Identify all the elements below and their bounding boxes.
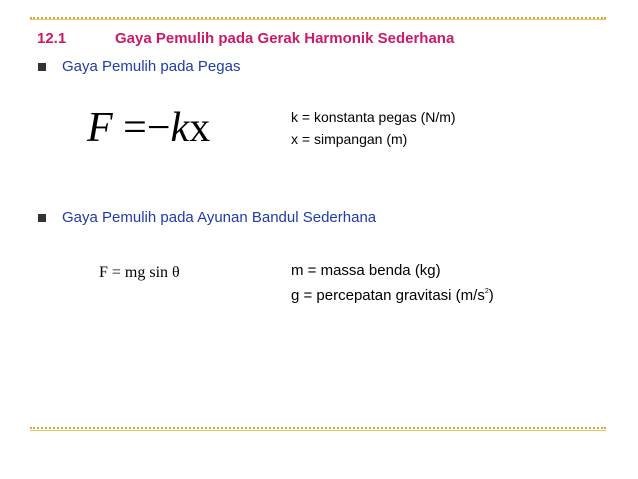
bullet-spring bbox=[38, 58, 240, 75]
formula-equals: = bbox=[123, 105, 147, 151]
formula-k: k bbox=[170, 105, 190, 151]
pendulum-force-formula: F = mg sin θ bbox=[99, 264, 180, 281]
section-title bbox=[37, 30, 454, 47]
def-g-close: ) bbox=[488, 287, 494, 304]
bullet-pendulum-text: Gaya Pemulih pada Ayunan Bandul Sederhana bbox=[62, 209, 377, 226]
def-k: k = konstanta pegas (N/m) bbox=[291, 109, 456, 125]
formula-f: F bbox=[87, 105, 113, 151]
square-bullet-icon bbox=[38, 63, 46, 71]
top-rule bbox=[30, 19, 606, 20]
section-number: 12.1 bbox=[37, 30, 67, 47]
def-g-exponent: 2 bbox=[484, 288, 489, 295]
def-g bbox=[291, 287, 494, 304]
spring-force-formula bbox=[87, 104, 210, 152]
bottom-rule bbox=[30, 430, 606, 431]
def-x: x = simpangan (m) bbox=[291, 131, 408, 147]
formula-x: x bbox=[189, 105, 211, 151]
square-bullet-icon bbox=[38, 214, 46, 222]
bullet-spring-text: Gaya Pemulih pada Pegas bbox=[62, 58, 241, 75]
bullet-pendulum bbox=[38, 209, 376, 226]
formula-minus: − bbox=[146, 105, 171, 151]
section-title-text: Gaya Pemulih pada Gerak Harmonik Sederhana bbox=[115, 30, 455, 47]
def-m: m = massa benda (kg) bbox=[291, 262, 441, 279]
bottom-dotted-rule bbox=[30, 427, 606, 429]
def-g-text: g = percepatan gravitasi (m/s bbox=[291, 287, 485, 304]
